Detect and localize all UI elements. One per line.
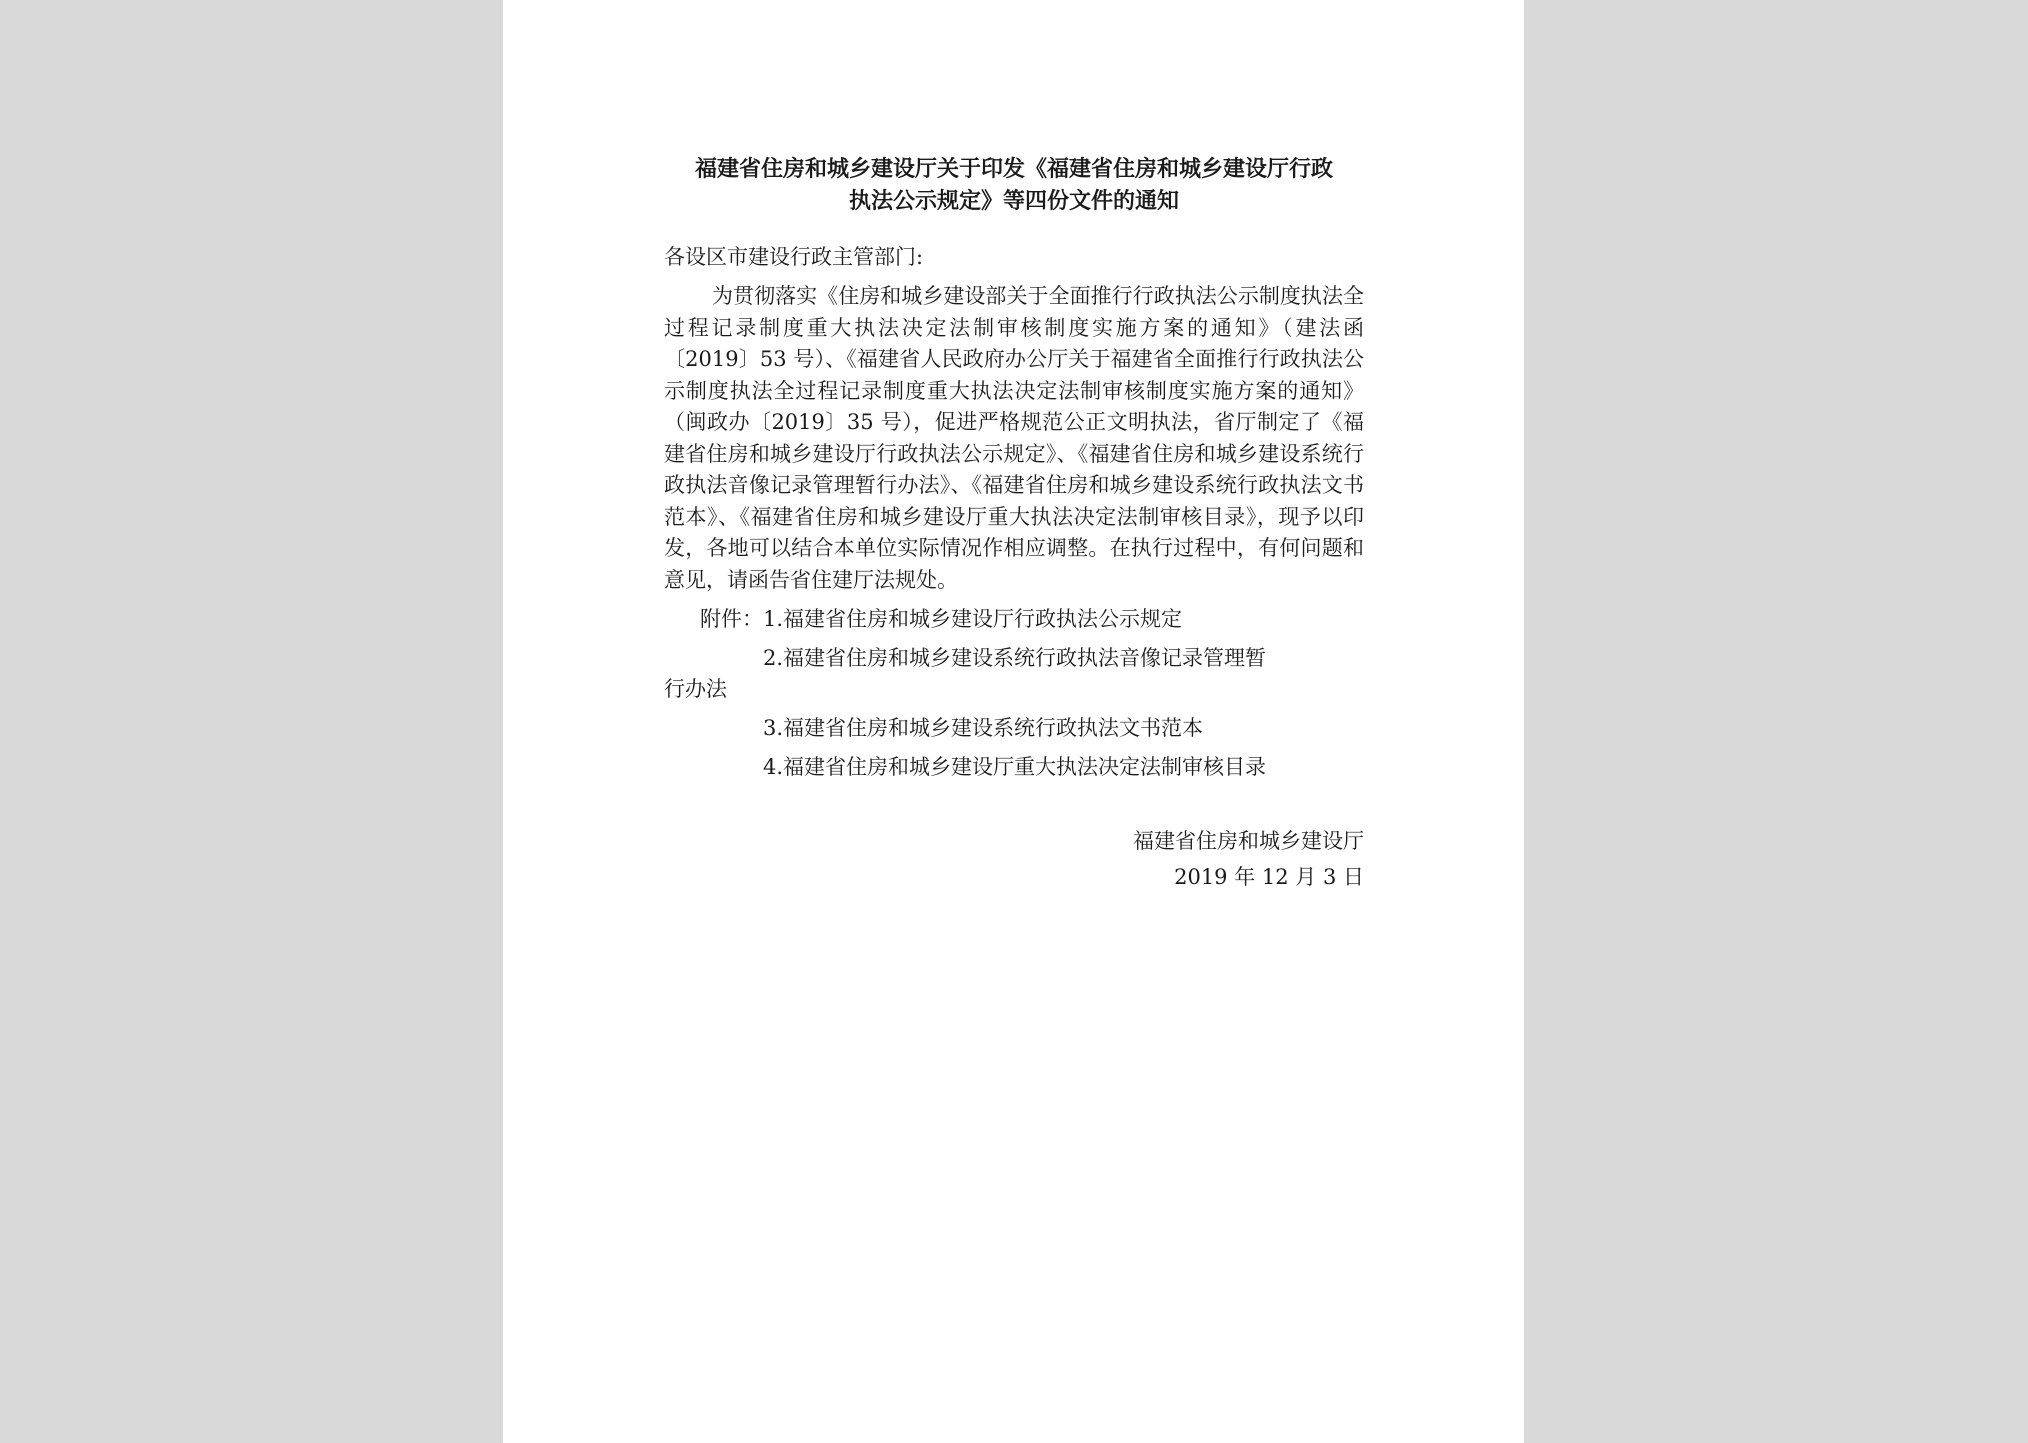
signature-organization: 福建省住房和城乡建设厅 <box>1133 829 1364 853</box>
document-content <box>664 154 1364 895</box>
document-page <box>503 0 1524 1443</box>
attachment-number: 3. <box>762 716 783 740</box>
attachment-item-2 <box>664 643 1364 705</box>
attachment-number: 4. <box>762 755 783 779</box>
attachment-text: 福建省住房和城乡建设厅行政执法公示规定 <box>783 607 1182 631</box>
signature-date: 2019 年 12 月 3 日 <box>1174 865 1364 889</box>
attachment-number: 1. <box>762 607 783 631</box>
signature-block <box>664 823 1364 895</box>
title-line-1: 福建省住房和城乡建设厅关于印发《福建省住房和城乡建设厅行政 <box>694 157 1333 182</box>
attachment-text-line-1: 福建省住房和城乡建设系统行政执法音像记录管理暂 <box>783 646 1266 670</box>
title-line-2: 执法公示规定》等四份文件的通知 <box>848 189 1179 214</box>
attachment-text: 福建省住房和城乡建设系统行政执法文书范本 <box>783 716 1203 740</box>
attachment-number: 2. <box>762 646 783 670</box>
attachment-text-line-2: 行办法 <box>664 677 727 701</box>
attachment-item-3 <box>664 713 1364 744</box>
salutation: 各设区市建设行政主管部门: <box>664 245 924 269</box>
attachment-item-4 <box>664 752 1364 783</box>
attachment-item-1 <box>664 604 1364 635</box>
attachments-label: 附件： <box>699 607 763 631</box>
body-paragraph: 为贯彻落实《住房和城乡建设部关于全面推行行政执法公示制度执法全过程记录制度重大执法决定法制审核制度实施方案的通知》（建法函〔2019〕53 号）、《福建省人民政府办公厅关于福建省全面推行行政执法公示制度执法全过程记录制度重大执法决定法制审核制度实施方案的通知》（闽政办〔2019〕35 号），促进严格规范公正文明执法，省厅制定了《福建省住房和城乡建设厅行政执法公示规定》、《福建省住房和城乡建设系统行政执法音像记录管理暂行办法》、《福建省住房和城乡建设系统行政执法文书范本》、《福建省住房和城乡建设厅重大执法决定法制审核目录》，现予以印发，各地可以结合本单位实际情况作相应调整。在执行过程中，有何问题和意见，请函告省住建厅法规处。 <box>664 284 1364 592</box>
attachment-text: 福建省住房和城乡建设厅重大执法决定法制审核目录 <box>783 755 1266 779</box>
document-title <box>664 154 1364 218</box>
attachments-list <box>664 604 1364 783</box>
